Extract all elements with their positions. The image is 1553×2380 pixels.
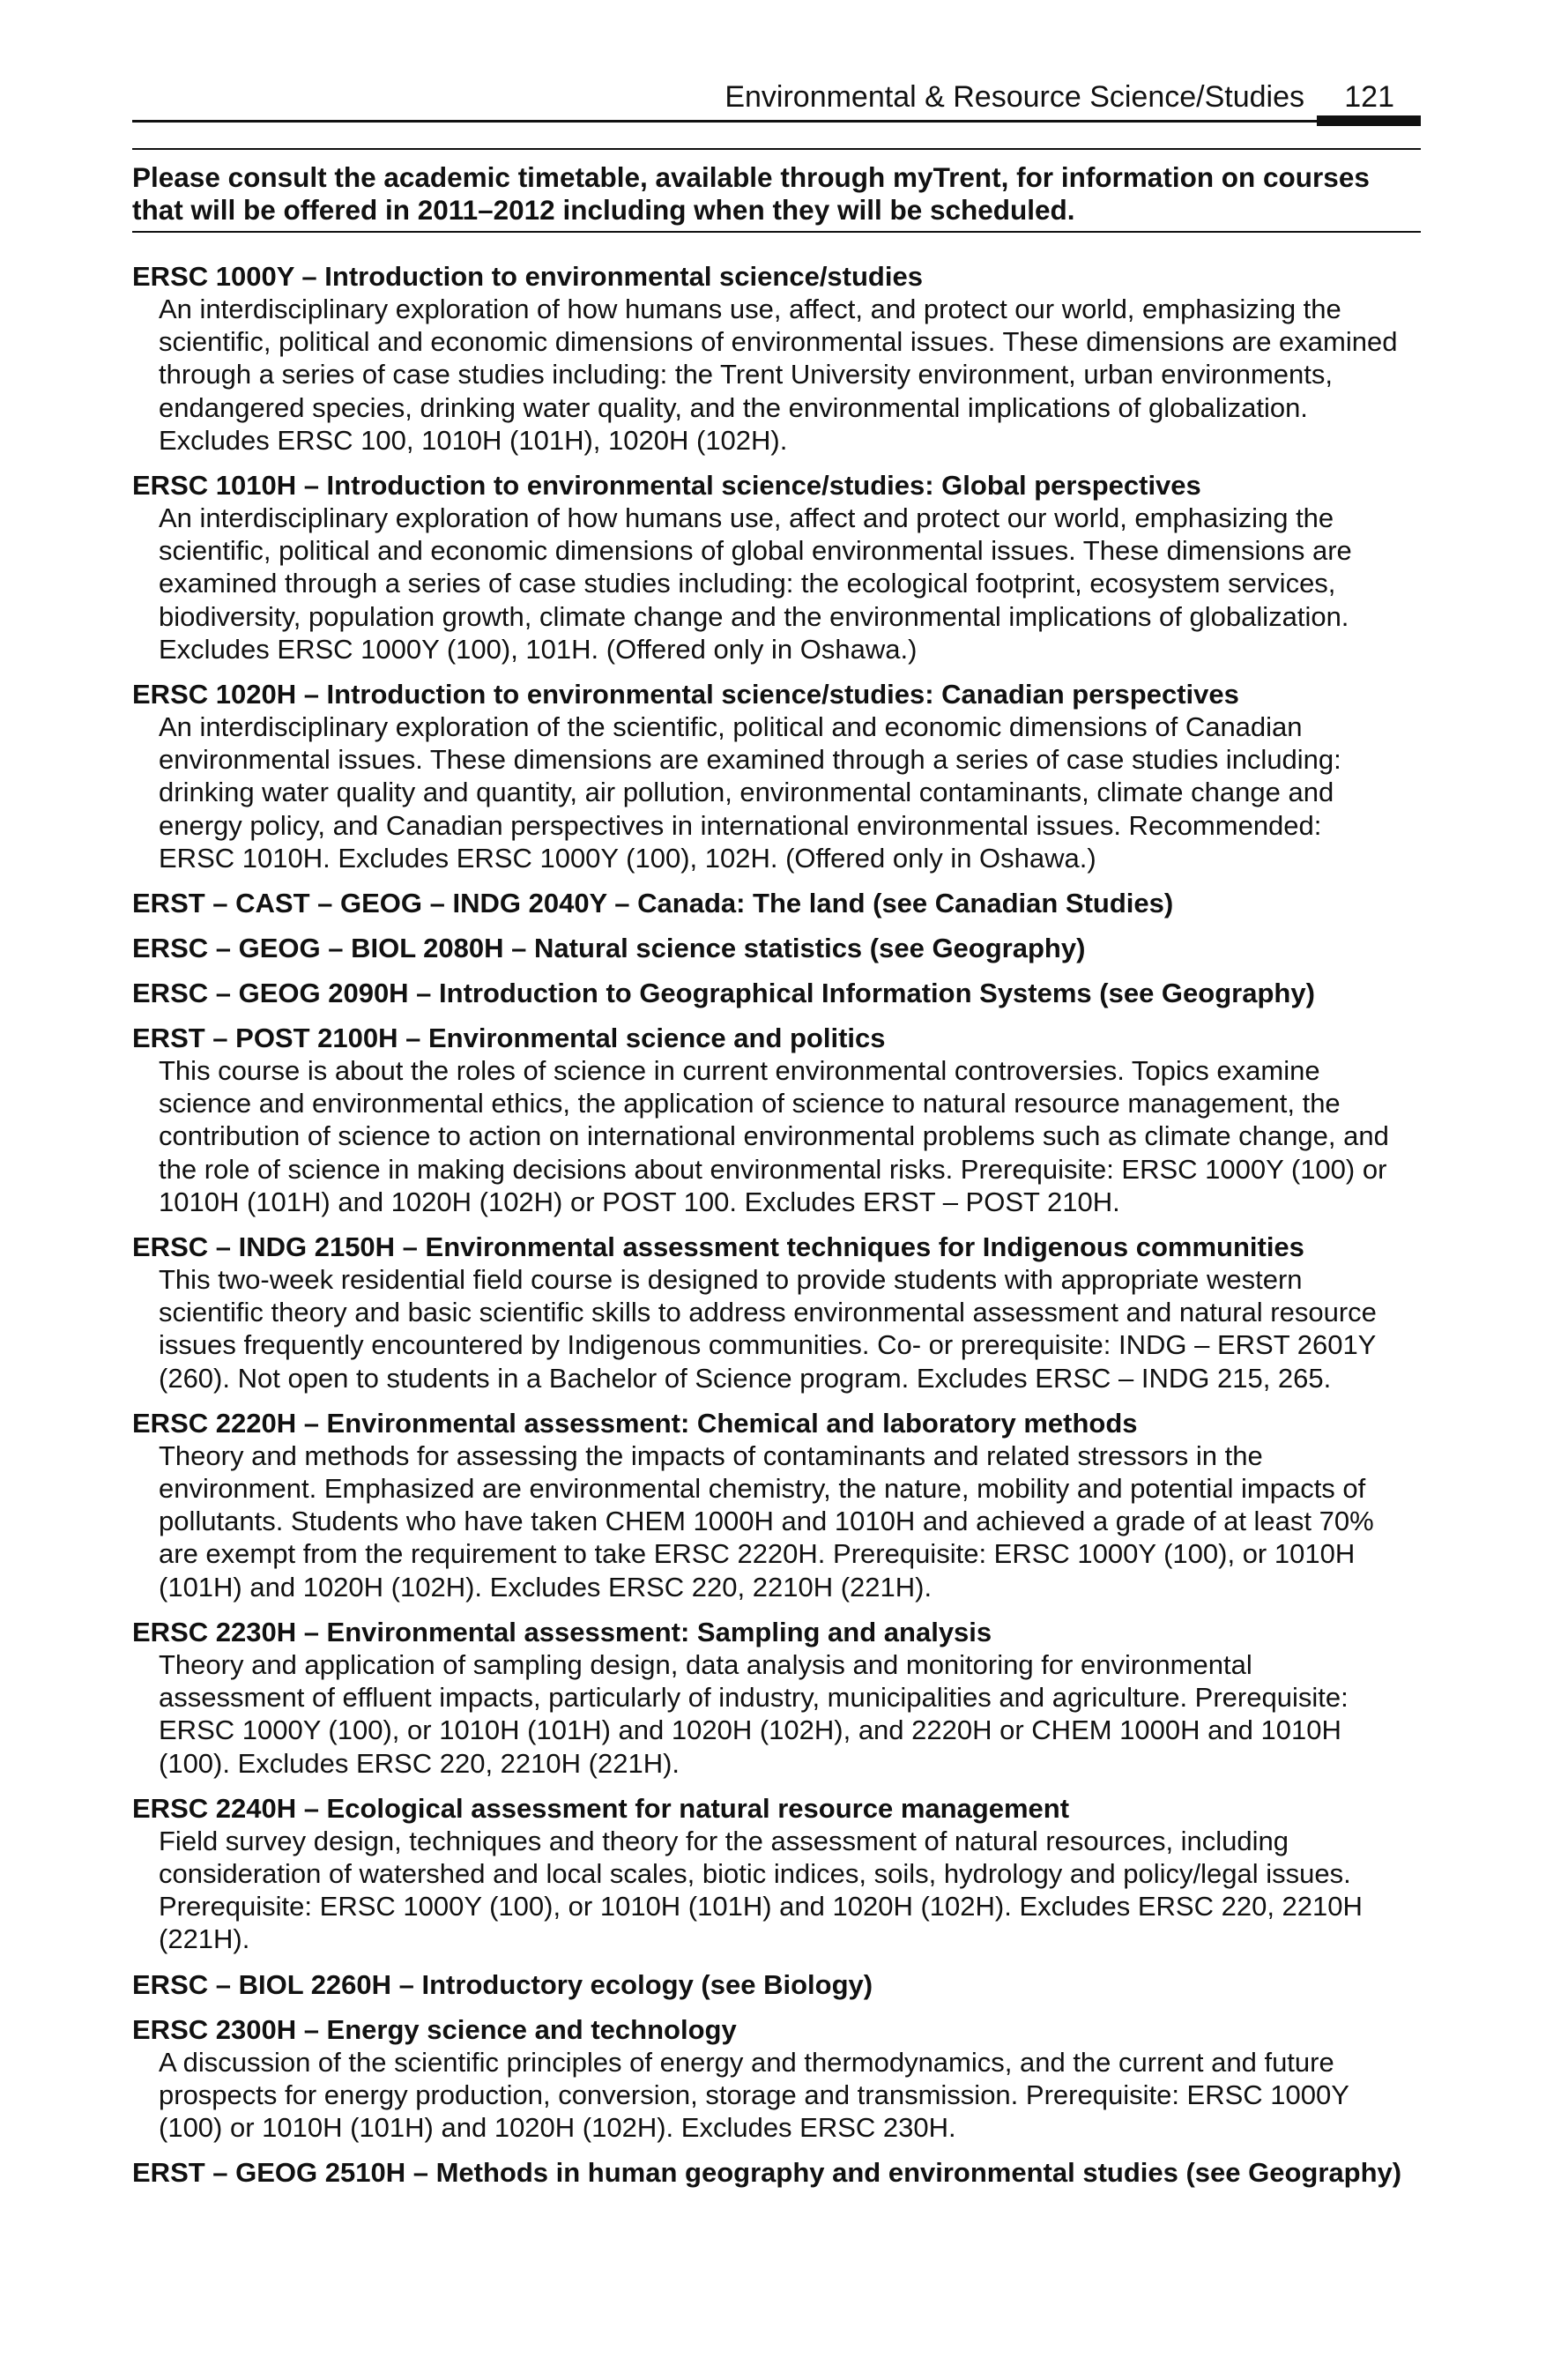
course-description: This two-week residential field course is designed to provide students with appropriate western scientific theory and basic scientific skills to address environmental assessment and natural resource issues frequently encountered by Indigenous communities. Co- or prerequisite: INDG – ERST 2601Y (260). Not open to students in a Bachelor of Science program. Excludes ERSC – INDG 215, 265.	[159, 1264, 1377, 1394]
course-title: ERSC 2220H – Environmental assessment: Chemical and laboratory methods	[132, 1407, 1138, 1439]
divider-rule	[132, 148, 1421, 150]
course-entry	[132, 1231, 1421, 1395]
course-entry	[132, 1407, 1421, 1603]
course-title: ERSC – BIOL 2260H – Introductory ecology (see Biology)	[132, 1968, 873, 2000]
course-list	[132, 260, 1421, 2201]
header-tab-marker	[1317, 115, 1421, 126]
course-title: ERST – CAST – GEOG – INDG 2040Y – Canada: The land (see Canadian Studies)	[132, 888, 1174, 919]
running-header	[132, 79, 1421, 123]
course-entry	[132, 932, 1421, 964]
page-number: 121	[1344, 80, 1394, 114]
course-entry	[132, 678, 1421, 874]
course-title: ERST – POST 2100H – Environmental science and politics	[132, 1023, 886, 1054]
course-title: ERSC 2300H – Energy science and technology	[132, 2013, 737, 2045]
course-title: ERSC – GEOG 2090H – Introduction to Geographical Information Systems (see Geography)	[132, 978, 1315, 1009]
course-title: ERSC 1000Y – Introduction to environmental science/studies	[132, 261, 923, 292]
course-entry	[132, 1616, 1421, 1780]
header-title: Environmental & Resource Science/Studies	[724, 80, 1304, 114]
course-title: ERSC 1010H – Introduction to environmental science/studies: Global perspectives	[132, 470, 1201, 502]
course-title: ERSC – GEOG – BIOL 2080H – Natural science statistics (see Geography)	[132, 933, 1086, 964]
course-entry	[132, 2156, 1421, 2189]
document-page	[132, 0, 1421, 2380]
course-entry	[132, 469, 1421, 666]
course-description: Theory and application of sampling design, data analysis and monitoring for environmental assessment of effluent impacts, particularly of industry, municipalities and agriculture. Prerequisite: ERSC 1000Y (100), or 1010H (101H) and 1020H (102H), and 2220H or CHEM 1000H and 1010H (100). Excludes ERSC 220, 2210H (221H).	[159, 1648, 1349, 1779]
course-title: ERSC 1020H – Introduction to environmental science/studies: Canadian perspectives	[132, 679, 1239, 710]
course-entry	[132, 260, 1421, 457]
course-description: This course is about the roles of science in current environmental controversies. Topics examine science and environmental ethics, the application of science to natural resource management, the contribution of science to action on international environmental problems such as climate change, and the role of science in making decisions about environmental risks. Prerequisite: ERSC 1000Y (100) or 1010H (101H) and 1020H (102H) or POST 100. Excludes ERST – POST 210H.	[159, 1055, 1389, 1217]
course-entry	[132, 1792, 1421, 1956]
course-description: A discussion of the scientific principles of energy and thermodynamics, and the current and future prospects for energy production, conversion, storage and transmission. Prerequisite: ERSC 1000Y (100) or 1010H (101H) and 1020H (102H). Excludes ERSC 230H.	[159, 2046, 1349, 2143]
header-rule	[132, 120, 1421, 123]
course-title: ERSC 2230H – Environmental assessment: Sampling and analysis	[132, 1616, 992, 1647]
course-entry	[132, 2013, 1421, 2145]
course-description: Theory and methods for assessing the impacts of contaminants and related stressors in the environment. Emphasized are environmental chemistry, the nature, mobility and potential impacts of pollutants. Students who have taken CHEM 1000H and 1010H and achieved a grade of at least 70% are exempt from the requirement to take ERSC 2220H. Prerequisite: ERSC 1000Y (100), or 1010H (101H) and 1020H (102H). Excludes ERSC 220, 2210H (221H).	[159, 1439, 1374, 1603]
course-title: ERSC – INDG 2150H – Environmental assessment techniques for Indigenous communities	[132, 1231, 1304, 1263]
course-description: An interdisciplinary exploration of how humans use, affect and protect our world, emphasizing the scientific, political and economic dimensions of global environmental issues. These dimensions are examined through a series of case studies including: the ecological footprint, ecosystem services, biodiversity, population growth, climate change and the environmental implications of globalization. Excludes ERSC 1000Y (100), 101H. (Offered only in Oshawa.)	[159, 502, 1352, 665]
course-entry	[132, 887, 1421, 919]
course-entry	[132, 977, 1421, 1009]
course-description: An interdisciplinary exploration of how humans use, affect, and protect our world, emphasizing the scientific, political and economic dimensions of environmental issues. These dimensions are examined through a series of case studies including: the Trent University environment, urban environments, endangered species, drinking water quality, and the environmental implications of globalization. Excludes ERSC 100, 1010H (101H), 1020H (102H).	[159, 294, 1398, 456]
course-title: ERSC 2240H – Ecological assessment for natural resource management	[132, 1792, 1070, 1824]
divider-rule	[132, 231, 1421, 233]
course-title: ERST – GEOG 2510H – Methods in human geography and environmental studies (see Geography)	[132, 2157, 1402, 2189]
course-entry	[132, 1022, 1421, 1218]
course-entry	[132, 1968, 1421, 2001]
timetable-notice: Please consult the academic timetable, available through myTrent, for information on courses that will be offered in 2011–2012 including when they will be scheduled.	[132, 161, 1370, 226]
course-description: Field survey design, techniques and theory for the assessment of natural resources, including consideration of watershed and local scales, biotic indices, soils, hydrology and policy/legal issues. Prerequisite: ERSC 1000Y (100), or 1010H (101H) and 1020H (102H). Excludes ERSC 220, 2210H (221H).	[159, 1825, 1363, 1955]
course-description: An interdisciplinary exploration of the scientific, political and economic dimensions of Canadian environmental issues. These dimensions are examined through a series of case studies including: drinking water quality and quantity, air pollution, environmental contaminants, climate change and energy policy, and Canadian perspectives in international environmental issues. Recommended: ERSC 1010H. Excludes ERSC 1000Y (100), 102H. (Offered only in Oshawa.)	[159, 711, 1341, 874]
